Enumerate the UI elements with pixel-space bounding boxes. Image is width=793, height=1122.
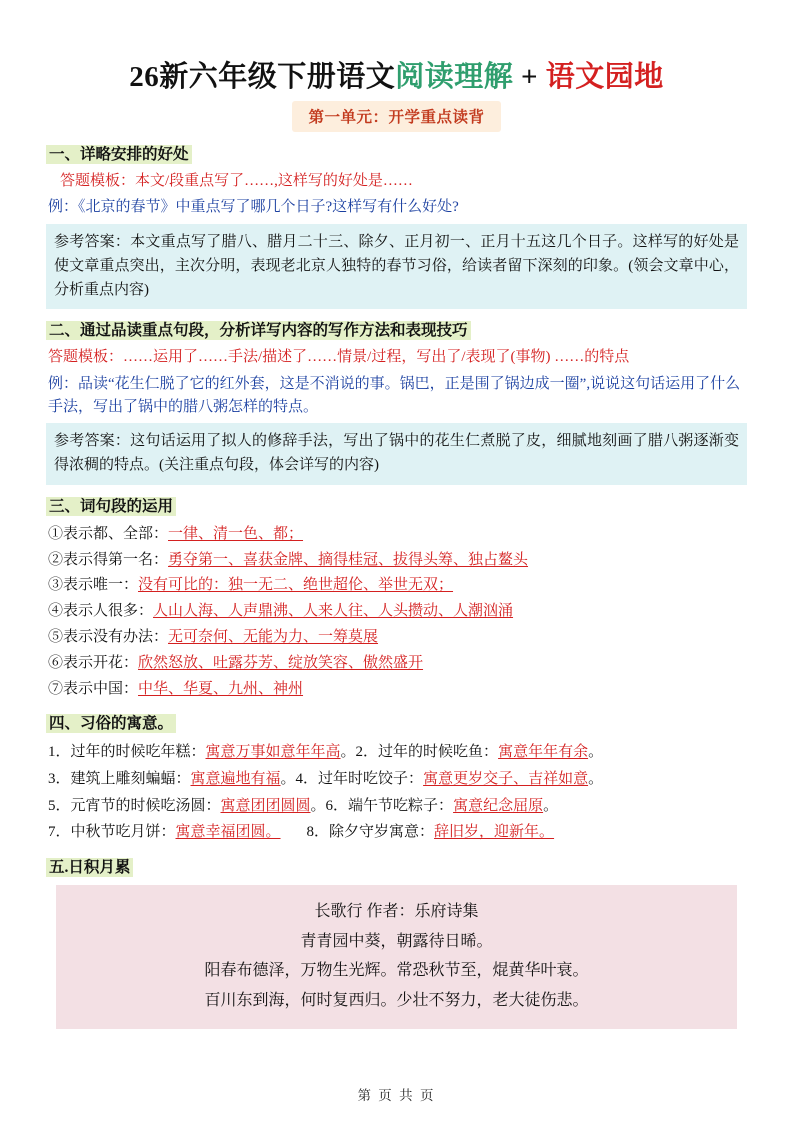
list-item-answer: 寓意遍地有福 [190,771,281,787]
list-item-lead: 1．过年的时候吃年糕： [48,744,206,761]
poem-box [56,885,737,1029]
list-item-answer: 辞旧岁，迎新年。 [434,824,555,841]
list-item-lead: 4．过年时吃饺子： [295,771,424,787]
poem-line: 阳春布德泽，万物生光辉。常恐秋节至，焜黄华叶衰。 [204,962,589,980]
list-item [48,522,747,548]
section-heading-five [46,855,747,877]
list-item-answer: 一律、清一色、都； [168,525,304,542]
list-item [48,766,747,793]
list-item-lead: ④表示人很多： [48,603,154,620]
list-item-lead: ③表示唯一： [48,577,139,594]
list-item-answer: 勇夺第一、喜获金牌、摘得桂冠、拔得头筹、独占鳌头 [168,551,529,568]
list-item-answer: 寓意更岁交子、吉祥如意 [423,771,589,787]
title-plus: + [513,61,546,93]
list-item-lead: 2．过年的时候吃鱼： [355,744,499,761]
poem-line: 百川东到海，何时复西归。少壮不努力，老大徒伤悲。 [204,991,589,1009]
poem-line: 青青园中葵，朝露待日晞。 [300,932,493,950]
section-two-example: 例：品读“花生仁脱了它的红外套，这是不消说的事。锅巴，正是围了锅边成一圈”,说说这句话运用了什么手法，写出了锅中的腊八粥怎样的特点。 [48,375,741,415]
list-item [48,819,747,846]
section-one-template: 答题模板：本文/段重点写了……,这样写的好处是…… [60,173,413,189]
section-heading-two [46,318,747,340]
section-one-example: 例：《北京的春节》中重点写了哪几个日子?这样写有什么好处? [48,199,459,216]
list-item-lead: 8．除夕守岁寓意： [306,824,435,841]
list-item-lead: ⑥表示开花： [48,654,139,671]
list-item-tail: 。 [588,744,604,761]
list-item-tail: 。 [340,744,356,761]
list-item-tail: 。 [543,797,559,814]
list-item-answer: 没有可比的：独一无二、绝世超伦、举世无双； [138,577,454,594]
list-item [48,573,747,599]
list-item-lead: 5．元宵节的时候吃汤圆： [48,797,221,814]
section-heading-five-text: 五.日积月累 [46,858,133,877]
title-part-3: 语文园地 [545,61,664,93]
section-heading-one [46,142,747,164]
section-heading-three [46,494,747,516]
list-item [48,599,747,625]
list-item-lead: ⑦表示中国： [48,680,139,697]
section-two-answer: 参考答案：这句话运用了拟人的修辞手法，写出了锅中的花生仁煮脱了皮，细腻地刻画了腊八粥逐渐变得浓稠的特点。(关注重点句段，体会详写的内容) [46,423,747,485]
list-item-lead: ②表示得第一名： [48,551,169,568]
section-two-template: 答题模板：……运用了……手法/描述了……情景/过程，写出了/表现了(事物) ……的特点 [48,349,630,366]
list-item-answer: 寓意万事如意年年高 [205,744,341,761]
list-item [48,739,747,766]
list-item [48,793,747,820]
poem-title: 长歌行 作者：乐府诗集 [314,903,479,921]
list-item-answer: 寓意幸福团圆。 [175,824,281,841]
section-four-list [48,739,747,846]
section-heading-four-text: 四、习俗的寓意。 [46,714,176,733]
list-item [48,625,747,651]
unit-badge: 第一单元：开学重点读背 [292,101,500,132]
list-item-tail: 。 [310,797,326,814]
list-item-answer: 中华、华夏、九州、神州 [138,680,304,697]
section-heading-two-text: 二、通过品读重点句段，分析详写内容的写作方法和表现技巧 [46,321,471,340]
list-item [48,677,747,703]
list-item-answer: 人山人海、人声鼎沸、人来人往、人头攒动、人潮汹涌 [153,603,514,620]
list-item-lead: 6．端午节吃粽子： [325,797,454,814]
list-item [48,548,747,574]
list-item-lead: ①表示都、全部： [48,525,169,542]
section-heading-three-text: 三、词句段的运用 [46,497,176,516]
list-item-answer: 寓意团团圆圆 [220,797,311,814]
section-three-list [48,522,747,703]
list-item-lead: 3．建筑上雕刻蝙蝠： [48,771,191,787]
list-item-answer: 寓意纪念屈原 [453,797,544,814]
section-heading-four [46,711,747,733]
title-part-1: 26新六年级下册语文 [129,61,396,93]
page-title [46,54,747,95]
list-item-tail: 。 [588,771,604,787]
section-one-answer: 参考答案：本文重点写了腊八、腊月二十三、除夕、正月初一、正月十五这几个日子。这样写的好处是使文章重点突出，主次分明，表现老北京人独特的春节习俗，给读者留下深刻的印象。(领会文章中心，分析重点内容) [46,224,747,310]
list-item-lead: 7．中秋节吃月饼： [48,824,176,841]
list-item-lead: ⑤表示没有办法： [48,628,169,645]
list-item-answer: 欣然怒放、吐露芬芳、绽放笑容、傲然盛开 [138,654,424,671]
title-part-2: 阅读理解 [395,61,514,93]
unit-badge-wrap [46,101,747,132]
list-item-tail: 。 [280,771,296,787]
section-heading-one-text: 一、详略安排的好处 [46,145,192,164]
list-item-answer: 寓意年年有余 [498,744,589,761]
list-item [48,651,747,677]
list-item-answer: 无可奈何、无能为力、一筹莫展 [168,628,379,645]
page-footer: 第 页 共 页 [357,1088,436,1103]
